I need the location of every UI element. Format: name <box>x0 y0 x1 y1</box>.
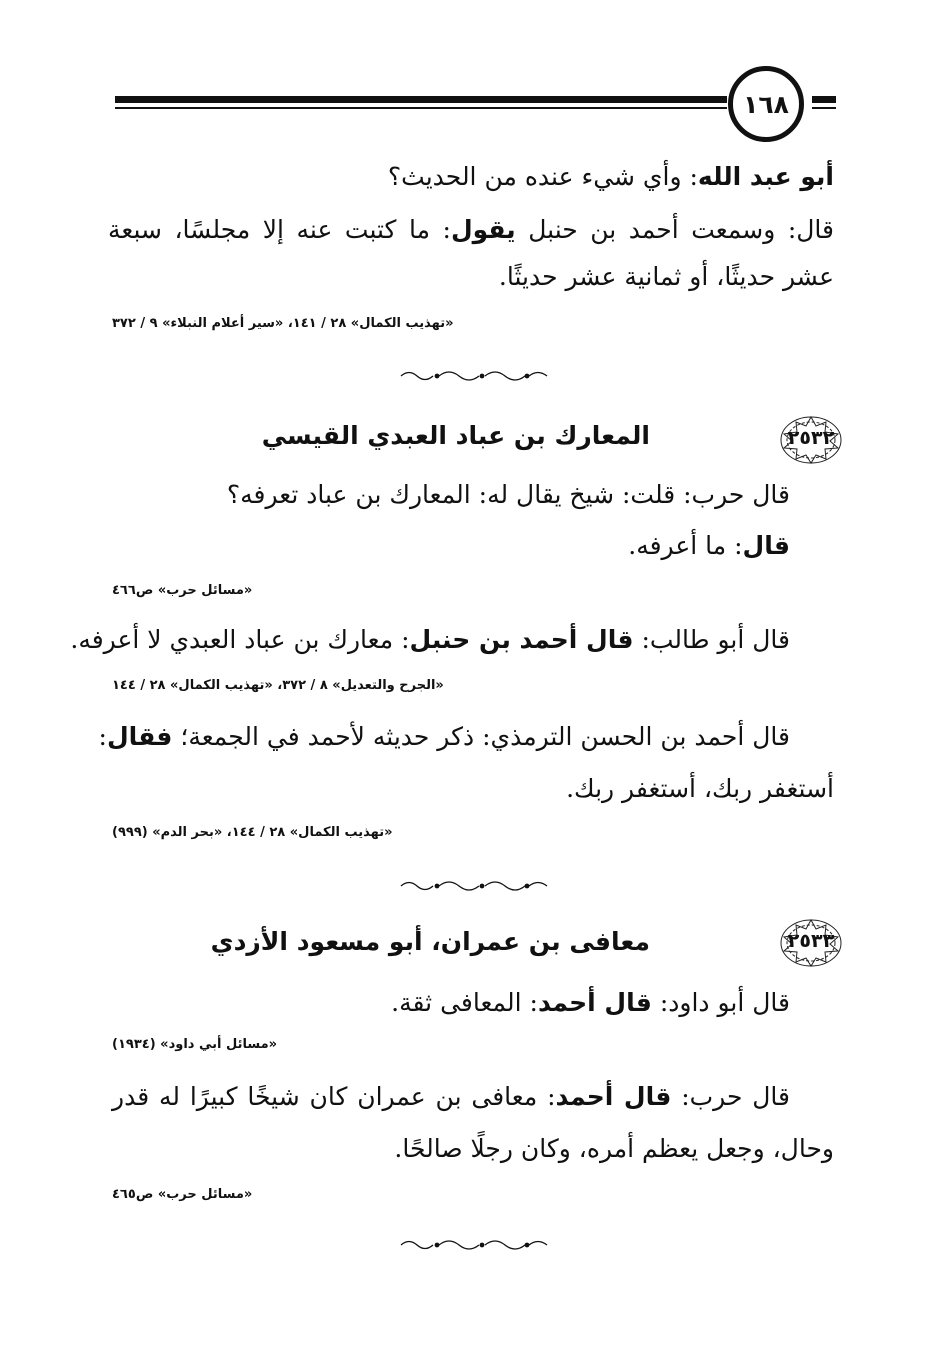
text-span: قال أحمد بن الحسن الترمذي: ذكر حديثه لأحمد في الجمعة؛ <box>180 722 790 751</box>
text-span: عشر حديثًا، أو ثمانية عشر حديثًا. <box>498 262 834 291</box>
text-line <box>394 1129 834 1169</box>
header-rule-thin <box>115 107 727 109</box>
text-span: : ما كتبت عنه إلا مجلسًا، سبعة <box>108 215 451 244</box>
citation: «الجرح والتعديل» ٨ / ٣٧٢، «تهذيب الكمال» ٢٨ / ١٤٤ <box>112 678 444 693</box>
bold-phrase: قال أحمد <box>537 988 652 1017</box>
text-line <box>566 769 834 809</box>
entry-badge <box>778 917 844 969</box>
text-line <box>391 983 790 1023</box>
entry-number: ٢٥٣٢ <box>787 427 835 449</box>
citation: «تهذيب الكمال» ٢٨ / ١٤١، «سير أعلام النبلاء» ٩ / ٣٧٢ <box>112 316 454 331</box>
text-span: أستغفر ربك، أستغفر ربك. <box>566 774 834 803</box>
text-line <box>112 1077 790 1117</box>
text-line <box>70 620 790 660</box>
text-line <box>227 475 790 515</box>
bold-phrase: قال أحمد <box>555 1082 672 1111</box>
citation: «مسائل حرب» ص٤٦٦ <box>112 583 253 598</box>
text-span: قال: وسمعت أحمد بن حنبل <box>528 215 834 244</box>
header-rule-right-thin <box>812 107 836 109</box>
text-span: : معافى بن عمران كان شيخًا كبيرًا له قدر <box>112 1082 556 1111</box>
ornament-separator <box>397 879 551 893</box>
text-span: قال حرب: قلت: شيخ يقال له: المعارك بن عباد تعرفه؟ <box>226 480 790 509</box>
text-span: : معارك بن عباد العبدي لا أعرفه. <box>70 625 410 654</box>
speaker-name: أبو عبد الله <box>697 162 834 191</box>
bold-word: قال <box>742 531 790 560</box>
ornament-separator <box>397 369 551 383</box>
citation: «مسائل حرب» ص٤٦٥ <box>112 1187 253 1202</box>
text-span: : <box>98 722 107 751</box>
bold-word: يقول <box>450 215 516 244</box>
text-span: : المعافى ثقة. <box>391 988 538 1017</box>
entry-title: المعارك بن عباد العبدي القيسي <box>261 421 650 450</box>
bold-phrase: قال أحمد بن حنبل <box>409 625 634 654</box>
ornament-separator <box>397 1238 551 1252</box>
text-span: : وأي شيء عنده من الحديث؟ <box>387 162 698 191</box>
text-span: : ما أعرفه. <box>628 531 743 560</box>
text-span: قال أبو طالب: <box>641 625 790 654</box>
citation: «تهذيب الكمال» ٢٨ / ١٤٤، «بحر الدم» (٩٩٩) <box>112 825 393 840</box>
text-line <box>108 210 834 250</box>
text-line <box>499 257 834 297</box>
page-number: ١٦٨ <box>743 89 789 119</box>
entry-number: ٢٥٣٣ <box>787 930 835 952</box>
bold-word: فقال <box>106 722 173 751</box>
text-span: قال أبو داود: <box>659 988 790 1017</box>
citation: «مسائل أبي داود» (١٩٣٤) <box>112 1037 278 1052</box>
entry-badge <box>778 414 844 466</box>
text-line <box>99 717 790 757</box>
entry-title: معافى بن عمران، أبو مسعود الأزدي <box>210 927 650 956</box>
header-rule-thick <box>115 96 727 103</box>
text-line <box>628 526 790 566</box>
header-rule-right-thick <box>812 96 836 103</box>
text-line <box>388 157 834 197</box>
text-span: قال حرب: <box>681 1082 790 1111</box>
text-span: وحال، وجعل يعظم أمره، وكان رجلًا صالحًا. <box>394 1134 834 1163</box>
page-number-circle <box>728 66 804 142</box>
